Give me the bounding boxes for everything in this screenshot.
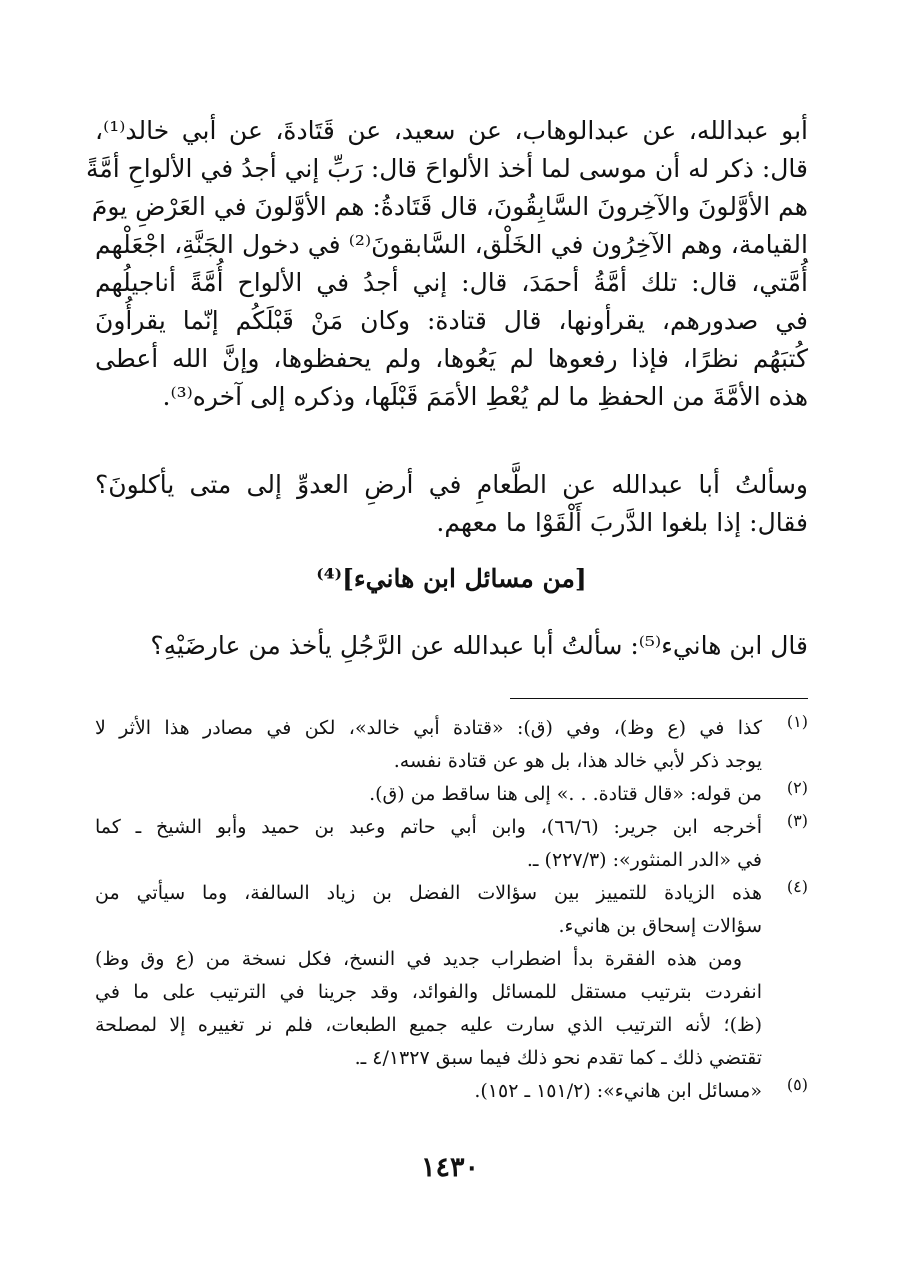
footnote-line: «مسائل ابن هانيء»: (١٥١/٢ ـ ١٥٢). <box>474 1080 762 1102</box>
footnote-number: (٤) <box>786 877 808 896</box>
footnote-2 <box>95 778 808 811</box>
paragraph-1 <box>85 112 808 416</box>
text-line: فقال: إذا بلغوا الدَّربَ أَلْقَوْا ما معهم. <box>436 508 808 537</box>
footnote-line: انفردت بترتيب مستقل للمسائل والفوائد، وقد جرينا في الترتيب على ما في <box>95 981 762 1003</box>
footnote-number: (٢) <box>786 778 808 797</box>
text-line: هم الأوَّلونَ والآخِرونَ السَّابِقُونَ، قال قَتَادةُ: هم الأوَّلونَ في العَرْضِ يومَ <box>91 192 808 221</box>
text-line: القيامة، وهم الآخِرُون في الخَلْق، السَّابقونَ⁽²⁾ في دخول الجَنَّةِ، اجْعَلْهم <box>95 230 808 259</box>
footnote-line: في «الدر المنثور»: (٢٢٧/٣) ـ. <box>526 849 762 871</box>
paragraph-3 <box>95 627 808 665</box>
text-line: في صدورهم، يقرأونها، قال قتادة: وكان مَنْ قَبْلَكُم إنّما يقرأُونَ <box>95 306 808 335</box>
page-number: ١٤٣٠ <box>420 1152 479 1183</box>
text-line: أُمَّتي، قال: تلك أمَّةُ أحمَدَ، قال: إني أجدُ في الألواح أُمَّةً أناجيلُهم <box>95 268 808 297</box>
text-line: وسألتُ أبا عبدالله عن الطَّعامِ في أرضِ العدوِّ إلى متى يأكلونَ؟ <box>95 470 808 499</box>
footnote-number: (٣) <box>786 811 808 830</box>
section-heading: [من مسائل ابن هانيء]⁽⁴⁾ <box>316 564 587 593</box>
footnote-line: يوجد ذكر لأبي خالد هذا، بل هو عن قتادة نفسه. <box>393 750 762 772</box>
text-line: قال: ذكر له أن موسى لما أخذ الألواحَ قال: رَبِّ إني أجدُ في الألواحِ أمَّةً <box>85 154 808 183</box>
footnote-line: من قوله: «قال قتادة. . .» إلى هنا ساقط من (ق). <box>369 783 762 805</box>
footnote-number: (١) <box>786 712 808 731</box>
paragraph-2 <box>95 466 808 542</box>
footnotes <box>95 712 808 1108</box>
text-line: أبو عبدالله، عن عبدالوهاب، عن سعيد، عن قَتَادةَ، عن أبي خالد⁽¹⁾، <box>95 116 808 145</box>
footnote-1 <box>95 712 808 778</box>
footnote-5 <box>95 1075 808 1108</box>
footnote-separator <box>510 698 808 699</box>
footnote-line: تقتضي ذلك ـ كما تقدم نحو ذلك فيما سبق ٤/١٣٢٧ ـ. <box>354 1047 762 1069</box>
footnote-line: (ظ)؛ لأنه الترتيب الذي سارت عليه جميع الطبعات، فلم نر تغييره إلا لمصلحة <box>95 1014 762 1036</box>
footnote-line: هذه الزيادة للتمييز بين سؤالات الفضل بن زياد السالفة، وما سيأتي من <box>95 882 762 904</box>
footnote-line: سؤالات إسحاق بن هانيء. <box>558 915 762 937</box>
text-line: كُتبَهُم نظرًا، فإذا رفعوها لم يَعُوها، ولم يحفظوها، وإنَّ الله أعطى <box>95 344 808 373</box>
footnote-3 <box>95 811 808 877</box>
text-line: قال ابن هانيء⁽⁵⁾: سألتُ أبا عبدالله عن الرَّجُلِ يأخذ من عارضَيْهِ؟ <box>150 631 808 660</box>
footnote-4 <box>95 877 808 1075</box>
footnote-line: كذا في (ع وظ)، وفي (ق): «قتادة أبي خالد»، لكن في مصادر هذا الأثر لا <box>95 717 762 739</box>
text-line: هذه الأمَّةَ من الحفظِ ما لم يُعْطِ الأمَمَ قَبْلَها، وذكره إلى آخره⁽³⁾. <box>162 382 808 411</box>
footnote-line: أخرجه ابن جرير: (٦٦/٦)، وابن أبي حاتم وعبد بن حميد وأبو الشيخ ـ كما <box>95 816 762 838</box>
footnote-number: (٥) <box>786 1075 808 1094</box>
footnote-line: ومن هذه الفقرة بدأ اضطراب جديد في النسخ، فكل نسخة من (ع وق وظ) <box>95 948 742 970</box>
